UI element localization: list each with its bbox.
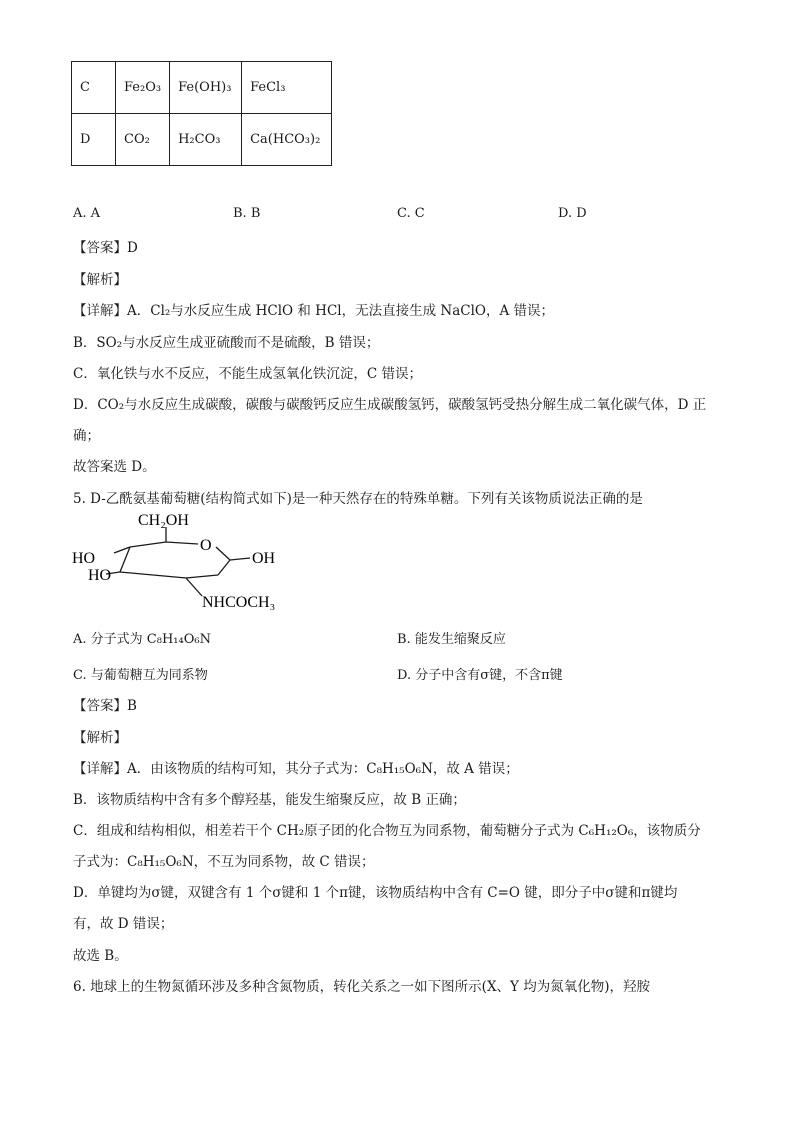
q5-detail-d-cont: 有，故 D 错误； — [73, 916, 174, 932]
q4-detail-b: B．SO₂与水反应生成亚硫酸而不是硫酸，B 错误； — [73, 335, 380, 351]
table-row — [72, 62, 332, 114]
row-label: C — [72, 62, 116, 114]
q4-detail-d-cont: 确； — [73, 428, 100, 444]
q4-answer: 【答案】D — [73, 240, 138, 256]
ho-label-upper: HO — [72, 550, 96, 567]
q4-conclusion: 故答案选 D。 — [73, 459, 156, 475]
table-row — [72, 114, 332, 166]
q5-option-c: C. 与葡萄糖互为同系物 — [73, 668, 208, 683]
cell: H₂CO₃ — [170, 114, 242, 166]
n-acetylglucosamine-structure — [70, 505, 300, 615]
ch2oh-label: CH₂OH — [138, 512, 189, 529]
q5-conclusion: 故选 B。 — [73, 948, 128, 964]
cell: CO₂ — [116, 114, 170, 166]
q5-detail-c-cont: 子式为：C₈H₁₅O₆N，不互为同系物，故 C 错误； — [73, 854, 375, 870]
q5-detail-a: 【详解】A．由该物质的结构可知，其分子式为：C₈H₁₅O₆N，故 A 错误； — [73, 761, 519, 777]
cell: FeCl₃ — [242, 62, 332, 114]
q5-analysis-header: 【解析】 — [73, 730, 127, 746]
q5-option-d: D. 分子中含有σ键，不含π键 — [397, 668, 563, 683]
q5-stem: 5. D-乙酰氨基葡萄糖(结构简式如下)是一种天然存在的特殊单糖。下列有关该物质说法正确的是 — [73, 491, 643, 507]
ho-label-lower: HO — [88, 567, 112, 584]
q4-option-a: A. A — [73, 206, 101, 221]
q5-option-b: B. 能发生缩聚反应 — [397, 632, 506, 647]
oh-label: OH — [252, 550, 276, 567]
q5-option-a: A. 分子式为 C₈H₁₄O₆N — [73, 632, 211, 647]
q4-detail-d: D．CO₂与水反应生成碳酸，碳酸与碳酸钙反应生成碳酸氢钙，碳酸氢钙受热分解生成二氧化碳气体，D 正 — [73, 397, 707, 413]
q5-detail-d: D．单键均为σ键，双键含有 1 个σ键和 1 个π键，该物质结构中含有 C=O 键，即分子中σ键和π键均 — [73, 885, 678, 901]
q4-option-b: B. B — [233, 206, 261, 221]
cell: Fe(OH)₃ — [170, 62, 242, 114]
q4-detail-c: C．氧化铁与水不反应，不能生成氢氧化铁沉淀，C 错误； — [73, 366, 422, 382]
cell: Ca(HCO₃)₂ — [242, 114, 332, 166]
q4-option-c: C. C — [397, 206, 425, 221]
q4-analysis-header: 【解析】 — [73, 272, 127, 288]
cell: Fe₂O₃ — [116, 62, 170, 114]
q5-detail-b: B．该物质结构中含有多个醇羟基，能发生缩聚反应，故 B 正确； — [73, 792, 466, 808]
q6-stem: 6. 地球上的生物氮循环涉及多种含氮物质，转化关系之一如下图所示(X、Y 均为氮氧化物)，羟胺 — [73, 979, 651, 995]
row-label: D — [72, 114, 116, 166]
reagent-table — [71, 61, 332, 166]
q5-answer: 【答案】B — [73, 698, 137, 714]
nhcoch3-label: NHCOCH₃ — [202, 594, 276, 611]
ring-oxygen-label: O — [200, 537, 212, 554]
q5-detail-c: C．组成和结构相似，相差若干个 CH₂原子团的化合物互为同系物，葡萄糖分子式为 C₆H₁₂O₆，该物质分 — [73, 823, 701, 839]
q4-detail-a: 【详解】A．Cl₂与水反应生成 HClO 和 HCl，无法直接生成 NaClO，A 错误； — [73, 303, 554, 319]
q4-option-d: D. D — [558, 206, 587, 221]
